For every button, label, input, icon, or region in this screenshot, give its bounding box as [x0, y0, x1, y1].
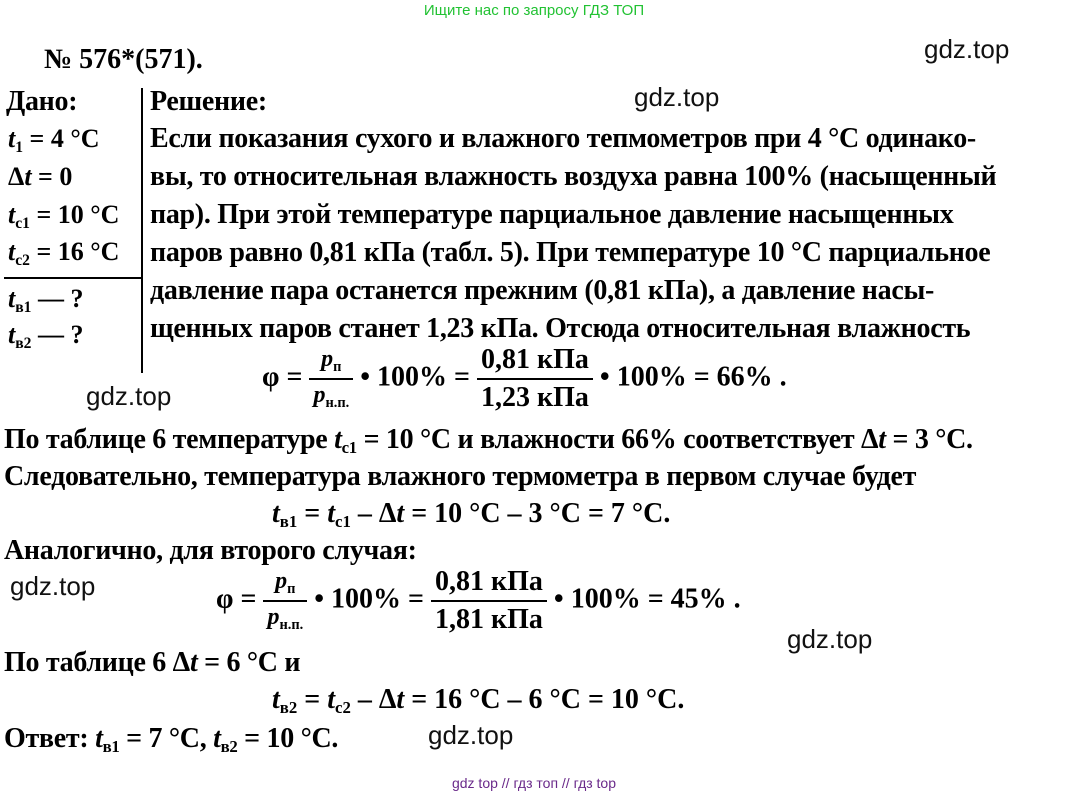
answer-line: Ответ: $t_{в1} = 7$ °С, $t_{в2} = 10$ °С. [4, 723, 339, 756]
solution-label: Решение: [150, 86, 267, 117]
given-tv1: $t_{в1}$ — ? [8, 284, 84, 316]
given-divider-vertical [141, 88, 143, 373]
formula-humidity-2: φ = $\frac{p_п}{p_{н.п.}}$ • 100% = $\frac{\text{0,81 кПа}}{\text{1,81 кПа}}$ • 100% = 45% . [216, 566, 741, 635]
given-tc1: $t_{c1} = 10$ °С [8, 200, 120, 232]
solution-line: щенных паров станет 1,23 кПа. Отсюда относительная влажность [150, 313, 971, 344]
formula-tv2: $t_{в2} = t_{c2} - \Delta t = 16$ °С – 6 °С = 10 °С. [272, 684, 685, 717]
solution-line: давление пара останется прежним (0,81 кПа), а давление насы- [150, 275, 935, 306]
watermark: gdz.top [634, 82, 720, 112]
given-label: Дано: [6, 86, 78, 117]
watermark: gdz.top [787, 624, 873, 654]
solution-line: паров равно 0,81 кПа (табл. 5). При температуре 10 °С парциальное [150, 237, 991, 268]
given-t1: $t_1 = 4$ °С [8, 124, 100, 156]
watermark: gdz.top [924, 34, 1010, 64]
given-tv2: $t_{в2}$ — ? [8, 320, 84, 352]
table6b-line: По таблице 6 Δt = 6 °С и [4, 647, 301, 678]
table6-line: По таблице 6 температуре $t_{c1} = 10$ °С и влажности 66% соответствует Δt = 3 °С. [4, 424, 973, 457]
solution-line: вы, то относительная влажность воздуха равна 100% (насыщенный [150, 161, 997, 192]
formula-tv1: $t_{в1} = t_{c1} - \Delta t = 10$ °С – 3 °С = 7 °С. [272, 498, 671, 531]
solution-line: Если показания сухого и влажного тепмометров при 4 °С одинако- [150, 123, 976, 154]
consequently-line: Следовательно, температура влажного термометра в первом случае будет [4, 461, 917, 492]
problem-number: № 576*(571). [44, 44, 203, 75]
top-banner: Ищите нас по запросу ГДЗ ТОП [423, 2, 645, 19]
formula-humidity-1: φ = $\frac{p_п}{p_{н.п.}}$ • 100% = $\frac{\text{0,81 кПа}}{\text{1,23 кПа}}$ • 100% = 66% . [262, 344, 787, 413]
given-dt: Δt = 0 [8, 162, 73, 191]
watermark: gdz.top [428, 720, 514, 750]
analog-line: Аналогично, для второго случая: [4, 535, 417, 566]
watermark: gdz.top [86, 381, 172, 411]
given-tc2: $t_{c2} = 16$ °С [8, 237, 120, 269]
watermark: gdz.top [10, 571, 96, 601]
solution-line: пар). При этой температуре парциальное давление насыщенных [150, 199, 954, 230]
footer-links: gdz top // гдз топ // гдз top [451, 775, 617, 791]
given-divider-horizontal [4, 277, 142, 279]
